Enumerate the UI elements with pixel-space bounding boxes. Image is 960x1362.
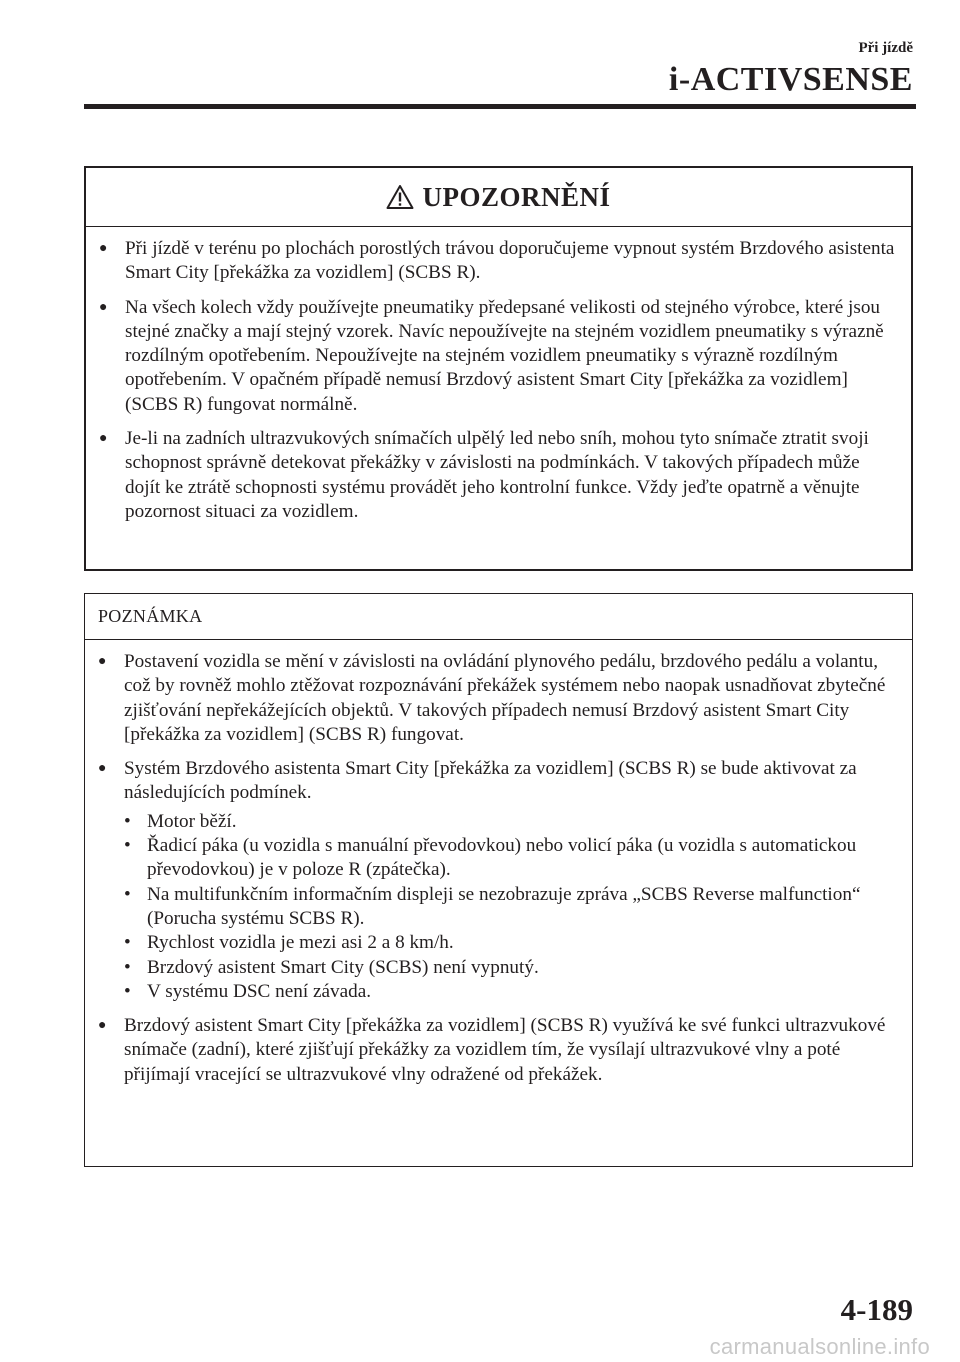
condition-item [124,931,898,955]
watermark: carmanualsonline.info [709,1334,930,1359]
condition-text: Řadicí páka (u vozidla s manuální převodovkou) nebo volicí páka (u vozidla s automatickou převodovkou) je v poloze R (zpátečka). [147,835,857,881]
conditions-list [124,810,898,1004]
dot-icon: • [124,956,131,978]
bullet-icon: ● [98,761,107,777]
bullet-icon: ● [99,299,108,315]
dot-icon: • [124,883,131,905]
condition-item [124,883,898,932]
list-item [99,237,897,286]
note-content [85,640,912,1087]
warning-item-text: Při jízdě v terénu po plochách porostlých trávou doporučujeme vypnout systém Brzdového asistenta Smart City [překážka za vozidlem] (SCBS R). [125,238,895,284]
condition-text: Motor běží. [147,810,237,832]
chapter-title: i-ACTIVSENSE [668,61,913,98]
page-number: 4-189 [840,1292,913,1327]
warning-header [86,168,911,227]
warning-box [84,166,913,571]
condition-text: Rychlost vozidla je mezi asi 2 a 8 km/h. [147,932,454,954]
dot-icon: • [124,835,131,857]
note-box [84,593,913,1167]
condition-text: Brzdový asistent Smart City (SCBS) není vypnutý. [147,956,539,978]
note-item-text: Postavení vozidla se mění v závislosti na ovládání plynového pedálu, brzdového pedálu a volantu, což by rovněž mohlo ztěžovat rozpoznávání překážek systémem nebo naopak usnadňovat zbytečné zjišťování nepřekážejících objektů. V takových případech nemusí Brzdový asistent Smart City [překážka za vozidlem] (SCBS R) fungovat. [124,651,886,745]
list-item [98,650,898,747]
bullet-icon: ● [98,654,107,669]
header-rule [84,104,916,109]
bullet-icon: ● [99,431,108,447]
condition-item [124,956,898,980]
dot-icon: • [124,932,131,954]
note-item-text: Brzdový asistent Smart City [překážka za vozidlem] (SCBS R) využívá ke své funkci ultrazvukové snímače (zadní), které zjišťují překážky za vozidlem tím, že vysílají ultrazvukové vlny a poté přijímají vracející se ultrazvukové vlny odražené od překážek. [124,1015,886,1085]
condition-item [124,810,898,834]
note-item-text: Systém Brzdového asistenta Smart City [překážka za vozidlem] (SCBS R) se bude aktivovat za následujících podmínek. [124,758,857,804]
note-title: POZNÁMKA [85,594,912,640]
bullet-icon: ● [99,241,108,256]
condition-text: V systému DSC není závada. [147,980,372,1002]
warning-triangle-icon [386,184,414,210]
section-label: Při jízdě [858,40,913,56]
dot-icon: • [124,810,131,832]
list-item [98,757,898,806]
warning-content [86,227,911,524]
condition-item [124,834,898,883]
warning-item-text: Je-li na zadních ultrazvukových snímačích ulpělý led nebo sníh, mohou tyto snímače ztratit svoji schopnost správně detekovat překážky v závislosti na podmínkách. V takových případech může dojít ke ztrátě schopnosti systému provádět jeho kontrolní funkce. Vždy jeďte opatrně a věnujte pozornost situaci za vozidlem. [125,428,869,522]
list-item [99,296,897,417]
condition-text: Na multifunkčním informačním displeji se nezobrazuje zpráva „SCBS Reverse malfunction“ (Porucha systému SCBS R). [147,883,861,929]
condition-item [124,980,898,1004]
warning-title: UPOZORNĚNÍ [422,181,611,212]
list-item [98,1014,898,1087]
bullet-icon: ● [98,1018,107,1034]
warning-item-text: Na všech kolech vždy používejte pneumatiky předepsané velikosti od stejného výrobce, které jsou stejné značky a mají stejný vzorek. Navíc nepoužívejte na stejném vozidlem pneumatiky s výrazně rozdílným opotřebením. Nepoužívejte na stejném vozidlem pneumatiky s výrazně rozdílným opotřebením. V opačném případě nemusí Brzdový asistent Smart City [překážka za vozidlem] (SCBS R) fungovat normálně. [125,296,884,415]
page-header [669,38,913,100]
list-item [99,427,897,524]
dot-icon: • [124,980,131,1002]
